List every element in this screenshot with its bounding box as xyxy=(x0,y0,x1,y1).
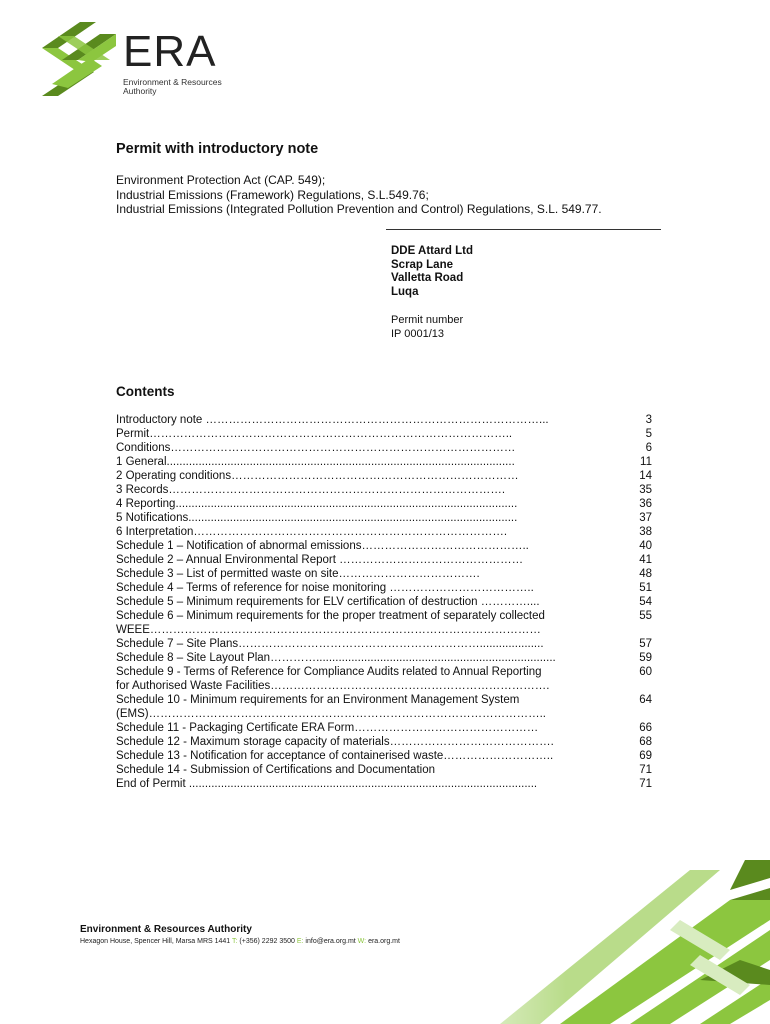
toc-entry-page: 55 xyxy=(639,610,652,622)
toc-entry[interactable] xyxy=(116,651,652,665)
toc-entry[interactable] xyxy=(116,497,652,511)
toc-entry-title: Schedule 5 – Minimum requirements for ELV certification of destruction ………….... xyxy=(116,596,540,608)
legislation-item: Industrial Emissions (Framework) Regulations, S.L.549.76; xyxy=(116,187,429,202)
phone-label: T: xyxy=(232,938,238,945)
toc-entry-page: 54 xyxy=(639,596,652,608)
toc-entry-title: Schedule 12 - Maximum storage capacity of materials……………………………………. xyxy=(116,736,554,748)
permit-number: IP 0001/13 xyxy=(391,327,445,340)
toc-entry[interactable] xyxy=(116,427,652,441)
toc-entry[interactable] xyxy=(116,469,652,483)
toc-entry-title: Schedule 9 - Terms of Reference for Compliance Audits related to Annual Reporting xyxy=(116,666,542,678)
logo-subtitle: Environment & Resources Authority xyxy=(123,77,222,96)
address-line: Valletta Road xyxy=(391,272,464,285)
toc-entry-continuation xyxy=(116,623,652,637)
toc-entry-title: Schedule 14 - Submission of Certifications and Documentation xyxy=(116,764,435,776)
toc-entry-page: 6 xyxy=(645,442,652,454)
toc-entry-page: 66 xyxy=(639,722,652,734)
toc-entry-title: Schedule 2 – Annual Environmental Report ………………………………………… xyxy=(116,554,524,566)
web-label: W: xyxy=(357,938,367,945)
toc-entry-page: 69 xyxy=(639,750,652,762)
footer-email[interactable]: info@era.org.mt xyxy=(305,938,356,945)
document-title: Permit with introductory note xyxy=(116,141,319,157)
toc-entry-title: Schedule 4 – Terms of reference for noise monitoring ……………………………….. xyxy=(116,582,534,594)
toc-entry-page: 3 xyxy=(645,414,652,426)
toc-entry-title: 4 Reporting........................................................................................................... xyxy=(116,498,518,510)
legislation-item: Environment Protection Act (CAP. 549); xyxy=(116,173,326,187)
toc-entry-title: Schedule 1 – Notification of abnormal emissions…………………………………….. xyxy=(116,540,529,552)
legislation-list xyxy=(116,173,602,217)
toc-entry[interactable] xyxy=(116,483,652,497)
toc-entry-page: 14 xyxy=(639,470,652,482)
toc-entry-title: Conditions……………………………………………………………………………… xyxy=(116,442,516,454)
toc-entry-page: 71 xyxy=(639,778,652,790)
toc-entry-page: 38 xyxy=(639,526,652,538)
operator-address xyxy=(391,245,473,300)
toc-entry-page: 36 xyxy=(639,498,652,510)
toc-entry-page: 11 xyxy=(640,456,652,468)
toc-entry[interactable] xyxy=(116,693,652,707)
toc-entry-title-continued: (EMS)………………………………………………………………………………………….. xyxy=(116,708,546,720)
toc-entry-title: Schedule 3 – List of permitted waste on site………………………………. xyxy=(116,568,480,580)
footer-organization: Environment & Resources Authority xyxy=(80,924,252,935)
toc-entry-page: 51 xyxy=(639,582,652,594)
permit-number-block xyxy=(391,314,463,341)
toc-entry-continuation xyxy=(116,707,652,721)
logo-text: ERA xyxy=(123,27,217,76)
permit-number-label: Permit number xyxy=(391,314,464,326)
toc-entry[interactable] xyxy=(116,441,652,455)
toc-entry-title: Schedule 8 – Site Layout Plan…………........................................................................... xyxy=(116,652,556,664)
toc-entry[interactable] xyxy=(116,511,652,525)
toc-entry[interactable] xyxy=(116,567,652,581)
toc-entry-page: 57 xyxy=(639,638,652,650)
toc-entry[interactable] xyxy=(116,637,652,651)
footer-website[interactable]: era.org.mt xyxy=(368,938,400,945)
toc-entry[interactable] xyxy=(116,553,652,567)
toc-entry[interactable] xyxy=(116,595,652,609)
toc-entry-title: Schedule 11 - Packaging Certificate ERA Form………………………………………… xyxy=(116,722,539,734)
toc-entry[interactable] xyxy=(116,525,652,539)
toc-entry[interactable] xyxy=(116,735,652,749)
toc-entry-title: Schedule 7 – Site Plans……………………………………………………….................... xyxy=(116,638,544,650)
toc-entry-page: 68 xyxy=(639,736,652,748)
toc-entry[interactable] xyxy=(116,763,652,777)
toc-entry-page: 41 xyxy=(639,554,652,566)
decorative-stripes-icon xyxy=(400,860,770,1024)
toc-entry[interactable] xyxy=(116,581,652,595)
toc-entry-continuation xyxy=(116,679,652,693)
address-line: Luqa xyxy=(391,286,419,299)
toc-entry-title: 2 Operating conditions………………………………………………………………… xyxy=(116,470,519,482)
table-of-contents xyxy=(116,413,652,791)
toc-entry-title: 3 Records……………………………………………………………………………. xyxy=(116,484,506,496)
toc-entry[interactable] xyxy=(116,777,652,791)
address-line: Scrap Lane xyxy=(391,258,453,271)
toc-entry-page: 5 xyxy=(645,428,652,440)
toc-entry-title: Permit………………………………………………………………………………….. xyxy=(116,428,513,440)
footer-phone: (+356) 2292 3500 xyxy=(239,938,295,945)
toc-entry-page: 71 xyxy=(639,764,652,776)
toc-entry-page: 35 xyxy=(639,484,652,496)
toc-entry-page: 59 xyxy=(639,652,652,664)
toc-entry-title: End of Permit ............................................................................................................. xyxy=(116,778,538,790)
toc-entry[interactable] xyxy=(116,609,652,623)
legislation-item: Industrial Emissions (Integrated Pollution Prevention and Control) Regulations, S.L. 549.77. xyxy=(116,202,602,216)
toc-entry-page: 48 xyxy=(639,568,652,580)
toc-entry[interactable] xyxy=(116,455,652,469)
toc-entry-title: 1 General............................................................................................................. xyxy=(116,456,515,468)
toc-entry[interactable] xyxy=(116,413,652,427)
toc-entry[interactable] xyxy=(116,721,652,735)
toc-entry-title: Schedule 6 – Minimum requirements for the proper treatment of separately collected xyxy=(116,610,545,622)
toc-entry[interactable] xyxy=(116,539,652,553)
divider xyxy=(386,229,661,230)
toc-entry-title: 6 Interpretation………………………………………………………………………. xyxy=(116,526,508,538)
toc-entry-title: Schedule 10 - Minimum requirements for an Environment Management System xyxy=(116,694,520,706)
toc-entry-title: Introductory note ……………………………………………………………………………... xyxy=(116,414,549,426)
footer-contact xyxy=(80,938,400,945)
toc-entry-title-continued: for Authorised Waste Facilities………………………………………………………………. xyxy=(116,680,550,692)
toc-entry[interactable] xyxy=(116,665,652,679)
toc-entry-title-continued: WEEE………………………………………………………………………………………… xyxy=(116,624,541,636)
toc-entry[interactable] xyxy=(116,749,652,763)
toc-entry-page: 40 xyxy=(639,540,652,552)
toc-entry-title: Schedule 13 - Notification for acceptance of containerised waste……………………….. xyxy=(116,750,554,762)
toc-entry-page: 64 xyxy=(639,694,652,706)
email-label: E: xyxy=(296,938,304,945)
address-line: DDE Attard Ltd xyxy=(391,245,473,257)
toc-entry-page: 37 xyxy=(639,512,652,524)
contents-heading: Contents xyxy=(116,384,175,399)
footer-address: Hexagon House, Spencer Hill, Marsa MRS 1441 xyxy=(80,938,231,945)
toc-entry-title: 5 Notifications....................................................................................................... xyxy=(116,512,518,524)
toc-entry-page: 60 xyxy=(639,666,652,678)
